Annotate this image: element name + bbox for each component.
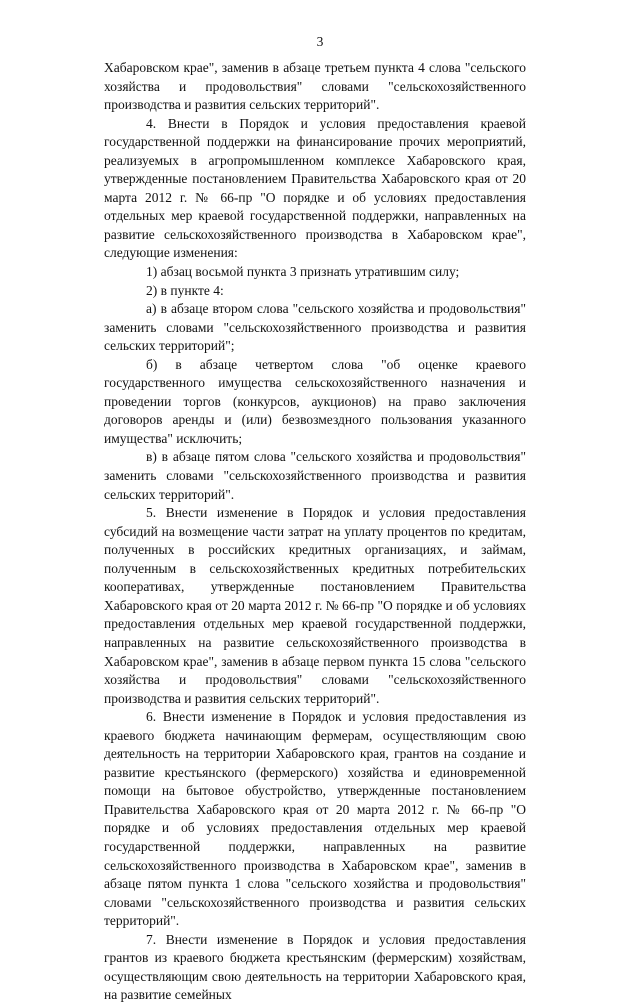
paragraph-subitem-2: 2) в пункте 4: <box>146 282 224 298</box>
paragraph-item-4: 4. Внести в Порядок и условия предоставления краевой государственной поддержки на финансирование прочих мероприятий, реализуемых в агропромышленном комплексе Хабаровского края, утвержденные постановлением Правительства Хабаровского края от 20 марта 2012 г. № 66-пр "О порядке и об условиях предоставления отдельных мер краевой государственной поддержки, направленных на развитие сельскохозяйственного производства в Хабаровском крае", следующие изменения: <box>104 115 526 261</box>
document-body <box>104 59 526 1005</box>
paragraph-subitem-1: 1) абзац восьмой пункта 3 признать утратившим силу; <box>146 264 460 280</box>
paragraph-continuation: Хабаровском крае", заменив в абзаце третьем пункта 4 слова "сельского хозяйства и продовольствия" словами "сельскохозяйственного производства и развития сельских территорий". <box>104 60 526 113</box>
paragraph-subitem-a: а) в абзаце втором слова "сельского хозяйства и продовольствия" заменить словами "сельскохозяйственного производства и развития сельских территорий"; <box>104 301 526 354</box>
paragraph-subitem-b: б) в абзаце четвертом слова "об оценке краевого государственного имущества сельскохозяйственного назначения и проведении торгов (конкурсов, аукционов) на право заключения договоров аренды и (или) безвозмездного пользования указанного имущества" исключить; <box>104 356 526 446</box>
paragraph-item-7: 7. Внести изменение в Порядок и условия предоставления грантов из краевого бюджета крестьянским (фермерским) хозяйствам, осуществляющим свою деятельность на территории Хабаровского края, на развитие семейных <box>104 931 526 1003</box>
paragraph-subitem-v: в) в абзаце пятом слова "сельского хозяйства и продовольствия" заменить словами "сельскохозяйственного производства и развития сельских территорий". <box>104 449 526 502</box>
paragraph-item-5: 5. Внести изменение в Порядок и условия предоставления субсидий на возмещение части затрат на уплату процентов по кредитам, полученных в российских кредитных организациях, и займам, полученным в сельскохозяйственных кредитных потребительских кооперативах, утвержденные постановлением Правительства Хабаровского края от 20 марта 2012 г. № 66-пр "О порядке и об условиях предоставления отдельных мер краевой государственной поддержки, направленных на развитие сельскохозяйственного производства в Хабаровском крае", заменив в абзаце первом пункта 15 слова "сельского хозяйства и продовольствия" словами "сельскохозяйственного производства и развития сельских территорий". <box>104 505 526 706</box>
paragraph-item-6: 6. Внести изменение в Порядок и условия предоставления из краевого бюджета начинающим фермерам, осуществляющим свою деятельность на территории Хабаровского края, грантов на создание и развитие крестьянского (фермерского) хозяйства и единовременной помощи на бытовое обустройство, утвержденные постановлением Правительства Хабаровского края от 20 марта 2012 г. № 66-пр "О порядке и об условиях предоставления отдельных мер краевой государственной поддержки, направленных на развитие сельскохозяйственного производства в Хабаровском крае", заменив в абзаце пятом пункта 1 слова "сельского хозяйства и продовольствия" словами "сельскохозяйственного производства и развития сельских территорий". <box>104 709 526 929</box>
page-number: 3 <box>316 34 324 49</box>
